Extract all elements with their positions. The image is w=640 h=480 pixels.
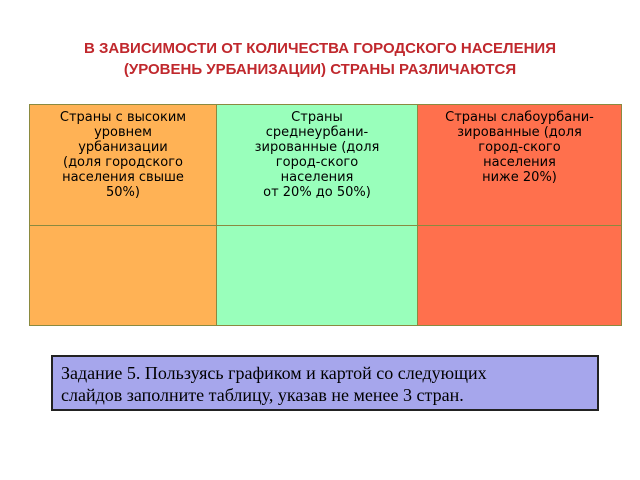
task-text-line-1: Задание 5. Пользуясь графиком и картой со следующих bbox=[61, 363, 487, 383]
task-box bbox=[51, 355, 599, 411]
urbanization-table bbox=[29, 104, 622, 326]
task-text-line-2: слайдов заполните таблицу, указав не менее 3 стран. bbox=[61, 385, 464, 405]
header-line: населения bbox=[280, 170, 354, 185]
header-line: от 20% до 50%) bbox=[263, 185, 371, 200]
header-line: среднеурбани- bbox=[265, 125, 369, 140]
header-line: Страны слабоурбани- bbox=[445, 110, 594, 125]
slide-title-line-1: В ЗАВИСИМОСТИ ОТ КОЛИЧЕСТВА ГОРОДСКОГО НАСЕЛЕНИЯ bbox=[84, 40, 556, 57]
header-line: населения свыше bbox=[62, 170, 184, 185]
header-line: населения bbox=[483, 155, 556, 170]
table-answer-row bbox=[30, 226, 622, 326]
header-line: урбанизации bbox=[78, 140, 168, 155]
answer-cell-high-urbanization[interactable] bbox=[30, 226, 217, 326]
table-header-row bbox=[30, 105, 622, 226]
header-line: город-ского bbox=[478, 140, 561, 155]
answer-cell-medium-urbanization[interactable] bbox=[217, 226, 418, 326]
slide-title-line-2: (УРОВЕНЬ УРБАНИЗАЦИИ) СТРАНЫ РАЗЛИЧАЮТСЯ bbox=[123, 61, 517, 78]
header-line: зированные (доля bbox=[457, 125, 582, 140]
header-line: (доля городского bbox=[63, 155, 183, 170]
header-line: зированные (доля bbox=[254, 140, 380, 155]
slide-title bbox=[20, 38, 620, 80]
header-line: город-ского bbox=[275, 155, 359, 170]
header-line: Страны с высоким bbox=[59, 110, 187, 125]
header-line: Страны bbox=[291, 110, 343, 125]
answer-cell-low-urbanization[interactable] bbox=[418, 226, 622, 326]
header-cell-medium-urbanization bbox=[217, 105, 418, 226]
header-cell-low-urbanization bbox=[418, 105, 622, 226]
header-line: уровнем bbox=[94, 125, 152, 140]
header-cell-high-urbanization bbox=[30, 105, 217, 226]
header-line: 50%) bbox=[106, 185, 140, 200]
header-line: ниже 20%) bbox=[482, 170, 557, 185]
